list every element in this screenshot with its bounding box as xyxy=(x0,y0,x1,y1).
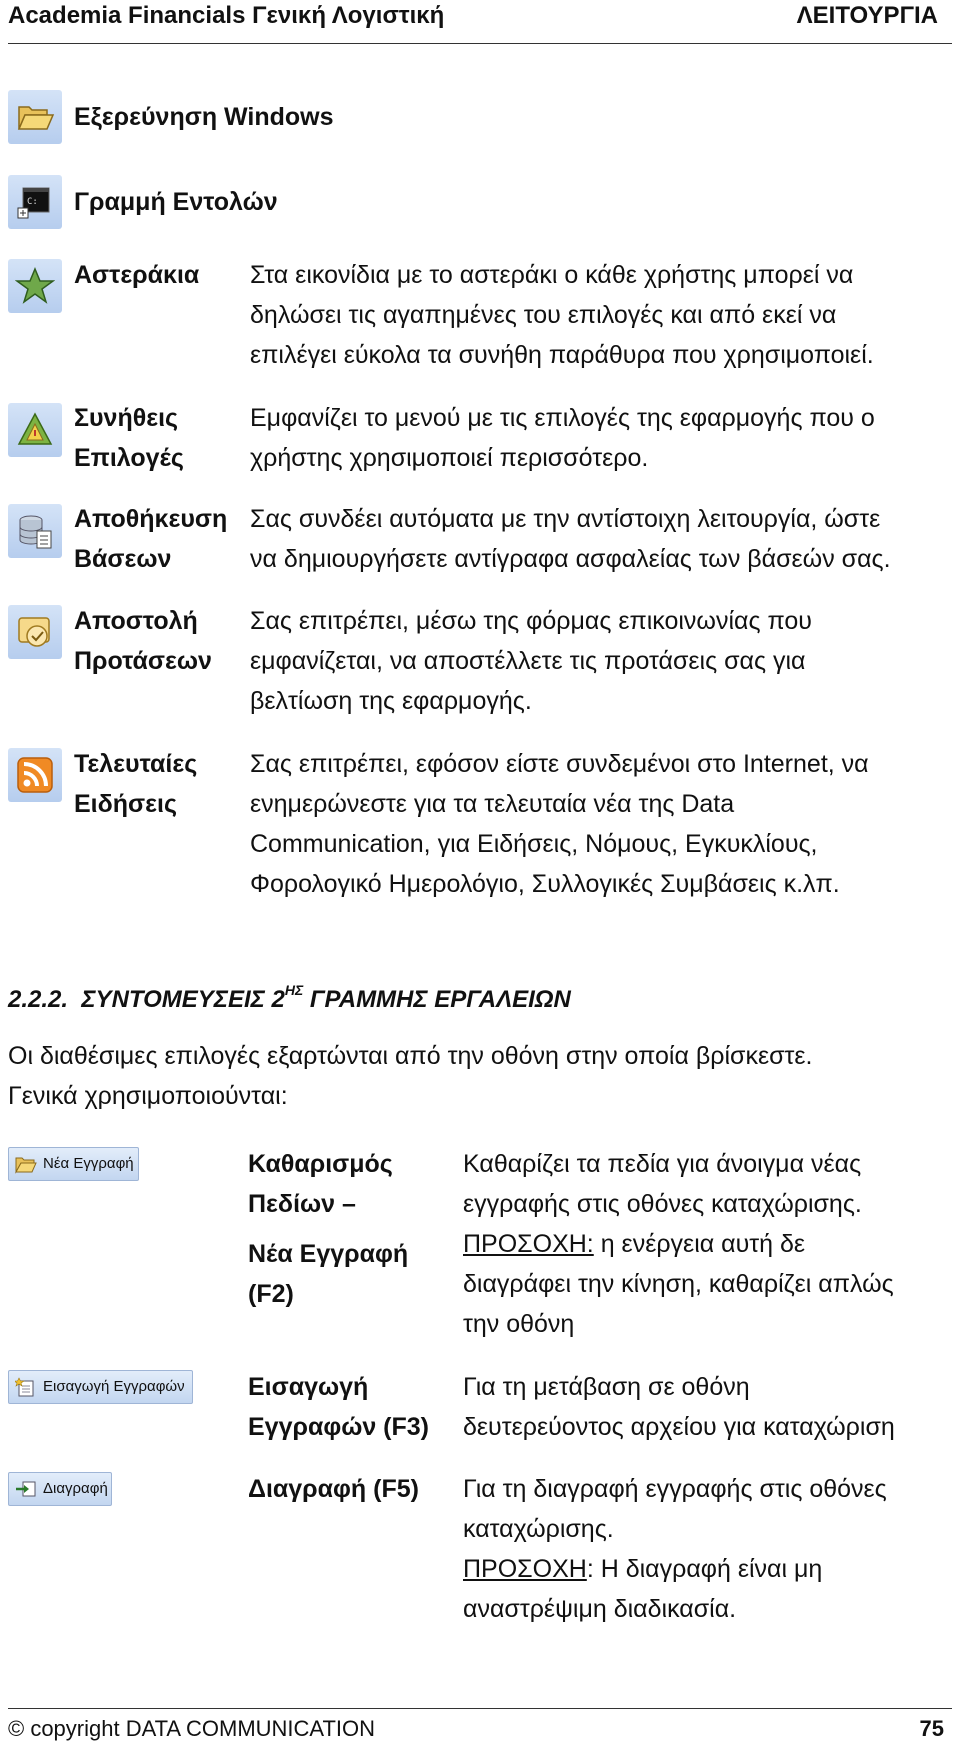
description-line: δευτερεύοντος αρχείου για καταχώριση xyxy=(463,1413,895,1441)
section-title-part: ΓΡΑΜΜΗΣ ΕΡΓΑΛΕΙΩΝ xyxy=(303,986,571,1013)
button-label: Νέα Εγγραφή xyxy=(43,1155,134,1172)
send-suggestion-icon[interactable] xyxy=(8,605,62,659)
command-prompt-icon[interactable] xyxy=(8,175,62,229)
warning-label: ΠΡΟΣΟΧΗ: xyxy=(463,1230,594,1258)
svg-text:C:: C: xyxy=(27,197,38,207)
section-intro xyxy=(8,1036,948,1116)
warning-text: αναστρέψιμη διαδικασία. xyxy=(463,1595,737,1623)
star-icon[interactable] xyxy=(8,259,62,313)
section-number: 2.2.2. xyxy=(8,986,69,1013)
description-line: βελτίωση της εφαρμογής. xyxy=(250,687,532,715)
new-record-button[interactable] xyxy=(8,1147,139,1181)
folder-open-icon xyxy=(15,1154,37,1174)
section-heading xyxy=(8,982,571,1014)
item-label xyxy=(74,601,212,681)
label-line: Βάσεων xyxy=(74,545,172,573)
shortcut-description xyxy=(463,1469,955,1629)
button-label: Εισαγωγή Εγγραφών xyxy=(43,1378,185,1395)
shortcut-description xyxy=(463,1367,955,1447)
warning-triangle-icon[interactable] xyxy=(8,403,62,457)
database-backup-icon[interactable] xyxy=(8,504,62,558)
label-line: Καθαρισμός xyxy=(248,1150,393,1178)
page-footer xyxy=(8,1708,952,1745)
item-description xyxy=(250,398,955,478)
label-line: Προτάσεων xyxy=(74,647,212,675)
description-line: Στα εικονίδια με το αστεράκι ο κάθε χρήστης μπορεί να xyxy=(250,261,854,289)
description-line: Για τη διαγραφή εγγραφής στις οθόνες xyxy=(463,1475,887,1503)
item-label xyxy=(74,398,184,478)
description-line: Σας επιτρέπει, μέσω της φόρμας επικοινωνίας που xyxy=(250,607,812,635)
label-line: Εισαγωγή xyxy=(248,1373,369,1401)
description-line: Σας συνδέει αυτόματα με την αντίστοιχη λειτουργία, ώστε xyxy=(250,505,881,533)
document-title: Academia Financials Γενική Λογιστική xyxy=(8,2,445,29)
description-line: Σας επιτρέπει, εφόσον είστε συνδεμένοι στο Internet, να xyxy=(250,750,869,778)
description-line: δηλώσει τις αγαπημένες του επιλογές και από εκεί να xyxy=(250,301,837,329)
description-line: ενημερώνεστε για τα τελευταία νέα της Data xyxy=(250,790,735,818)
copyright-text: © copyright DATA COMMUNICATION xyxy=(8,1716,376,1741)
label-line: (F2) xyxy=(248,1280,294,1308)
warning-text: την οθόνη xyxy=(463,1310,575,1338)
shortcut-label xyxy=(248,1367,458,1447)
item-label xyxy=(74,499,227,579)
warning-text: διαγράφει την κίνηση, καθαρίζει απλώς xyxy=(463,1270,894,1298)
item-label: Αστεράκια xyxy=(74,261,200,289)
description-line: επιλέγει εύκολα τα συνήθη παράθυρα που χρησιμοποιεί. xyxy=(250,341,874,369)
intro-line: Οι διαθέσιμες επιλογές εξαρτώνται από την οθόνη στην οποία βρίσκεστε. xyxy=(8,1042,813,1070)
description-line: εμφανίζεται, να αποστέλλετε τις προτάσεις σας για xyxy=(250,647,806,675)
description-line: Communication, για Ειδήσεις, Νόμους, Εγκυκλίους, xyxy=(250,830,818,858)
page-header xyxy=(8,0,952,44)
description-line: Καθαρίζει τα πεδία για άνοιγμα νέας xyxy=(463,1150,862,1178)
warning-line xyxy=(463,1224,955,1264)
page-number: 75 xyxy=(919,1716,944,1741)
item-description xyxy=(250,255,955,375)
label-line: Πεδίων – xyxy=(248,1190,356,1218)
section-title-superscript: ΗΣ xyxy=(284,982,304,998)
warning-text: : Η διαγραφή είναι μη xyxy=(586,1555,823,1583)
folder-open-icon[interactable] xyxy=(8,90,62,144)
warning-label: ΠΡΟΣΟΧΗ xyxy=(463,1555,587,1583)
insert-records-button[interactable] xyxy=(8,1370,193,1404)
item-label: Εξερεύνηση Windows xyxy=(74,103,334,131)
item-description xyxy=(250,601,955,721)
description-line: Για τη μετάβαση σε οθόνη xyxy=(463,1373,750,1401)
item-label: Γραμμή Εντολών xyxy=(74,188,278,216)
label-line: Εγγραφών (F3) xyxy=(248,1413,429,1441)
section-title-part: ΣΥΝΤΟΜΕΥΣΕΙΣ 2 xyxy=(81,986,285,1013)
label-line: Διαγραφή (F5) xyxy=(248,1475,419,1503)
item-description xyxy=(250,744,955,904)
insert-records-icon xyxy=(15,1377,37,1397)
description-line: χρήστης χρησιμοποιεί περισσότερο. xyxy=(250,444,649,472)
description-line: εγγραφής στις οθόνες καταχώρισης. xyxy=(463,1190,862,1218)
description-line: Φορολογικό Ημερολόγιο, Συλλογικές Συμβάσεις κ.λπ. xyxy=(250,870,840,898)
item-label xyxy=(74,744,197,824)
delete-record-icon xyxy=(15,1479,37,1499)
description-line: καταχώρισης. xyxy=(463,1515,614,1543)
label-line: Αποστολή xyxy=(74,607,198,635)
item-description xyxy=(250,499,955,579)
label-line: Αποθήκευση xyxy=(74,505,228,533)
delete-button[interactable] xyxy=(8,1472,112,1506)
warning-line xyxy=(463,1549,955,1589)
label-line: Νέα Εγγραφή xyxy=(248,1240,409,1268)
intro-line: Γενικά χρησιμοποιούνται: xyxy=(8,1082,288,1110)
description-line: Εμφανίζει το μενού με τις επιλογές της εφαρμογής που ο xyxy=(250,404,875,432)
rss-feed-icon[interactable] xyxy=(8,748,62,802)
warning-text: η ενέργεια αυτή δε xyxy=(593,1230,806,1258)
shortcut-label xyxy=(248,1469,448,1509)
label-line: Επιλογές xyxy=(74,444,184,472)
section-name: ΛΕΙΤΟΥΡΓΙΑ xyxy=(796,2,938,29)
label-line: Τελευταίες xyxy=(74,750,198,778)
button-label: Διαγραφή xyxy=(43,1480,108,1497)
label-line: Ειδήσεις xyxy=(74,790,177,818)
shortcut-description xyxy=(463,1144,955,1344)
shortcut-label xyxy=(248,1144,448,1314)
label-line: Συνήθεις xyxy=(74,404,179,432)
description-line: να δημιουργήσετε αντίγραφα ασφαλείας των βάσεών σας. xyxy=(250,545,891,573)
